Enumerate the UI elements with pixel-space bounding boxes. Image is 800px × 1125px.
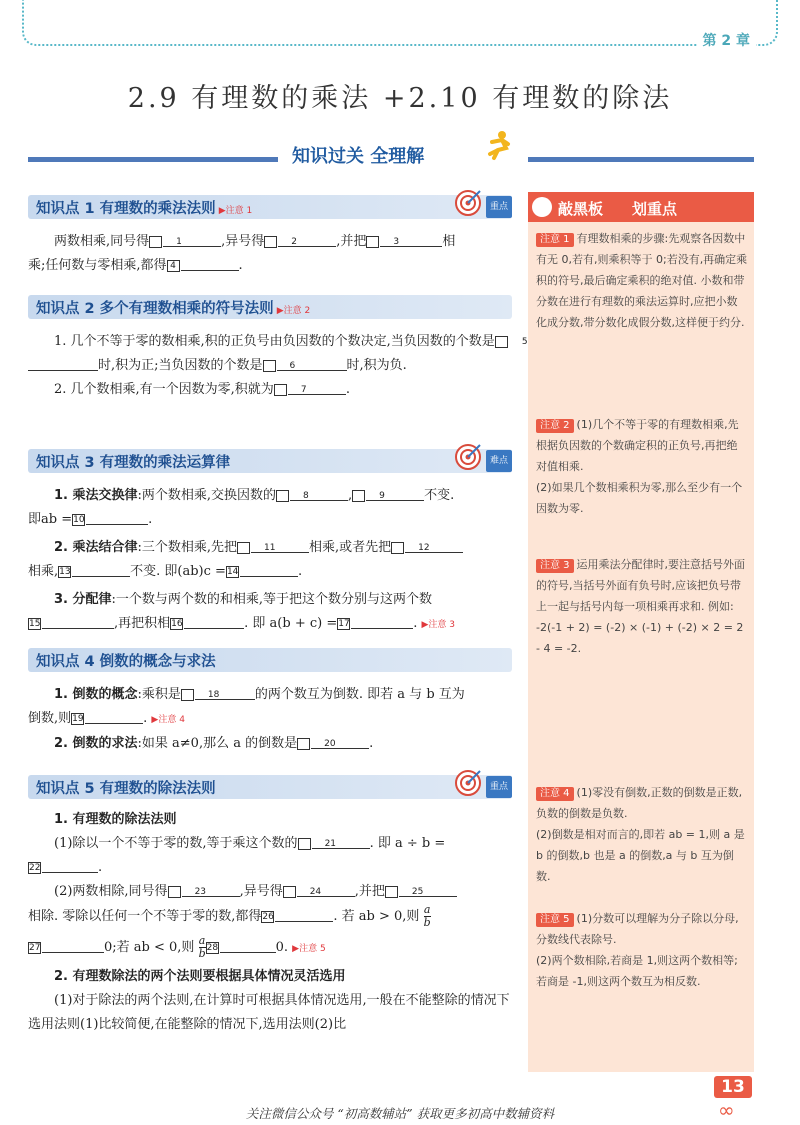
blank-20[interactable]	[311, 733, 369, 749]
kp5-paragraph: (1)对于除法的两个法则,在计算时可根据具体情况选用,一般在不能整除的情况下选用法则(1)比较简便,在能整除的情况下,选用法则(2)比	[28, 993, 510, 1032]
blank-14[interactable]	[240, 561, 298, 577]
kp1-title: 知识点 1 有理数的乘法法则 ▶注意 1	[36, 201, 253, 217]
kp3-title: 知识点 3 有理数的乘法运算律	[36, 455, 231, 471]
target-icon	[454, 769, 482, 797]
blank-18[interactable]	[195, 684, 255, 700]
sidebar-note-3: 注意 3 运用乘法分配律时,要注意括号外面的符号,当括号外面有负号时,应该把负号带上一起与括号内每一项相乘再求和. 例如: -2(-1 + 2) = (-2) × (-1) + (-2) × 2 = 2 - 4 = -2.	[536, 558, 746, 655]
page-title: 2.9 有理数的乘法 +2.10 有理数的除法	[127, 83, 673, 114]
blank-1[interactable]	[163, 231, 221, 247]
sidebar-note-2: 注意 2 (1)几个不等于零的有理数相乘,先根据负因数的个数确定积的正负号,再把绝对值相乘. (2)如果几个数相乘积为零,那么至少有一个因数为零.	[536, 418, 743, 515]
blank-3[interactable]	[380, 231, 442, 247]
blank-28[interactable]	[220, 937, 276, 953]
bell-icon	[532, 197, 552, 217]
kp2-body: 1. 几个不等于零的数相乘,积的正负号由负因数的个数决定,当负因数的个数是 5时,积为正;当负因数的个数是 6 时,积为负. 2. 几个数相乘,有一个因数为零,积就为 7 .	[28, 330, 512, 402]
section-banner	[28, 140, 754, 168]
kp3-body: 1. 乘法交换律:两个数相乘,交换因数的 8 , 9 不变. 即ab =10 . 2. 乘法结合律:三个数相乘,先把 11 相乘,或者先把 12 相乘,13 不变. 即(ab)c =14 . 3. 分配律:一个数与两个数的和相乘,等于把这个数分别与这两个数 15 ,再把积相16 . 即 a(b + c) =17 . ▶注意 3	[28, 484, 512, 637]
blank-5[interactable]	[28, 355, 98, 371]
kp5-title: 知识点 5 有理数的除法法则	[36, 781, 216, 797]
blank-25[interactable]	[399, 881, 457, 897]
kp1-tag: 重点	[486, 196, 512, 218]
kp3-note-link[interactable]: ▶注意 3	[421, 620, 456, 630]
runner-icon	[484, 130, 512, 162]
kp4-body: 1. 倒数的概念:乘积是 18 的两个数互为倒数. 即若 a 与 b 互为 倒数,则19 . ▶注意 4 2. 倒数的求法:如果 a≠0,那么 a 的倒数是 20 .	[28, 683, 512, 756]
target-icon	[454, 189, 482, 217]
kp5-note-link[interactable]: ▶注意 5	[292, 944, 326, 954]
kp2-title: 知识点 2 多个有理数相乘的符号法则 ▶注意 2	[36, 301, 311, 317]
blank-16[interactable]	[184, 613, 244, 629]
kp2-header	[28, 295, 512, 319]
kp2-note-link[interactable]: ▶注意 2	[276, 306, 311, 316]
banner-text: 知识过关 全理解	[292, 146, 425, 167]
blank-13[interactable]	[72, 561, 130, 577]
blank-15[interactable]	[42, 613, 114, 629]
blank-26[interactable]	[275, 906, 333, 922]
blank-27[interactable]	[42, 937, 104, 953]
blank-11[interactable]	[251, 537, 309, 553]
kp3-header	[28, 449, 512, 473]
blank-12[interactable]	[405, 537, 463, 553]
kp1-note-link[interactable]: ▶注意 1	[218, 206, 253, 216]
blank-6[interactable]	[277, 355, 347, 371]
kp4-note-link[interactable]: ▶注意 4	[151, 715, 185, 725]
sidebar-header: 敲黑板 划重点	[528, 192, 754, 222]
footer-text: 关注微信公众号 “初高数辅站” 获取更多初高中数辅资料	[245, 1106, 555, 1121]
blank-2[interactable]	[278, 231, 336, 247]
infinity-icon: ∞	[718, 1098, 735, 1122]
fraction-a-over-b-2: $\frac{a}{b}$	[198, 934, 206, 960]
chapter-tag: 第 2 章	[697, 30, 757, 50]
blank-22[interactable]	[42, 857, 98, 873]
page-number: 13	[714, 1076, 752, 1098]
sidebar-note-1: 注意 1 有理数相乘的步骤:先观察各因数中有无 0,若有,则乘积等于 0;若没有,再确定乘积的符号,最后确定乘积的绝对值. 小数和带分数在进行有理数的乘法运算时,应把小数化成分数,带分数化成假分数,这样便于约分.	[536, 232, 748, 329]
blank-4[interactable]	[181, 255, 239, 271]
kp5-body: 1. 有理数的除法法则 (1)除以一个不等于零的数,等于乘这个数的 21 . 即 a ÷ b = 22 . (2)两数相除,同号得 23 ,异号得 24 ,并把 25 相除. 零除以任何一个不等于零的数,都得26 . 若 ab > 0,则 $\frac{a}{b}$ 27 0;若 ab < 0,则 $\frac{a}{b}$ 28 0. ▶注意 5 2. 有理数除法的两个法则要根据具体情况灵活选用 (1)对于除法的两个法则,在计算时可根据具体情况选用,一般在不能整除的情况下选用法则(1)比较简便,在能整除的情况下,选用法则(2)比	[28, 808, 512, 1037]
blank-23[interactable]	[182, 881, 240, 897]
sidebar-notes	[528, 192, 754, 1072]
banner-line-left	[28, 157, 278, 162]
blank-9[interactable]	[366, 485, 424, 501]
top-dotted-frame	[22, 0, 778, 46]
kp1-body: 两数相乘,同号得 1 ,异号得 2 ,并把 3 相 乘;任何数与零相乘,都得 4 .	[28, 230, 512, 278]
kp5-header	[28, 775, 512, 799]
sidebar-note-5: 注意 5 (1)分数可以理解为分子除以分母,分数线代表除号. (2)两个数相除,若商是 1,则这两个数相等;若商是 -1,则这两个数互为相反数.	[536, 912, 739, 988]
blank-19[interactable]	[85, 708, 143, 724]
banner-line-right	[528, 157, 754, 162]
blank-24[interactable]	[297, 881, 355, 897]
blank-10[interactable]	[86, 509, 148, 525]
kp3-tag: 难点	[486, 450, 512, 472]
fraction-a-over-b: $\frac{a}{b}$	[423, 903, 431, 929]
blank-7[interactable]	[288, 379, 346, 395]
sidebar-note-4: 注意 4 (1)零没有倒数,正数的倒数是正数,负数的倒数是负数. (2)倒数是相对而言的,即若 ab = 1,则 a 是 b 的倒数,b 也是 a 的倒数,a 与 b 互为倒数.	[536, 786, 745, 883]
kp4-title: 知识点 4 倒数的概念与求法	[36, 654, 216, 670]
kp1-header	[28, 195, 512, 219]
kp4-header	[28, 648, 512, 672]
blank-21[interactable]	[312, 833, 370, 849]
kp5-tag: 重点	[486, 776, 512, 798]
blank-8[interactable]	[290, 485, 348, 501]
blank-17[interactable]	[351, 613, 413, 629]
target-icon	[454, 443, 482, 471]
